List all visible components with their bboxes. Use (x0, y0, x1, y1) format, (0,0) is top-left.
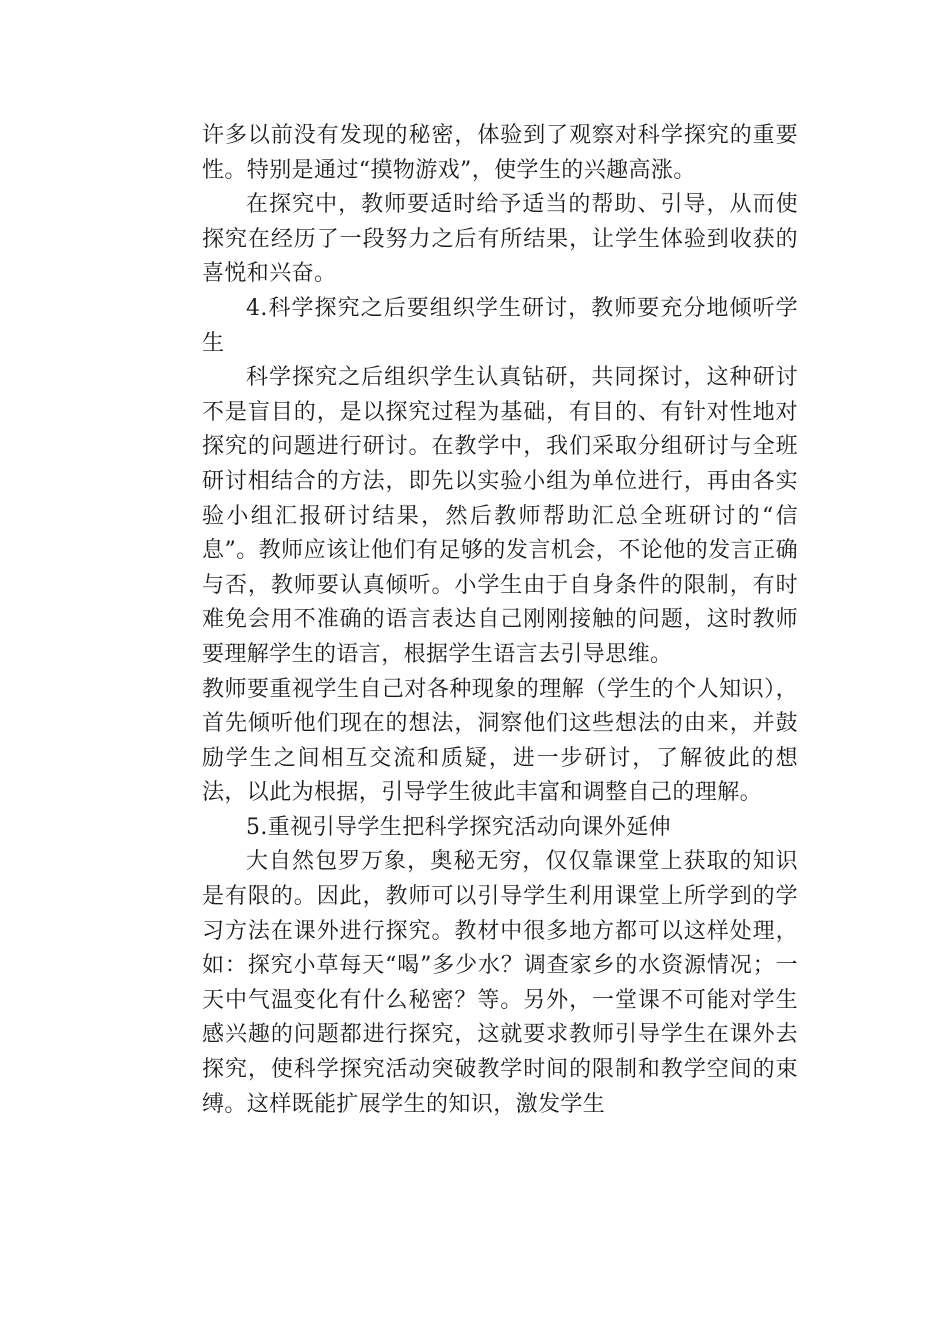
section-heading-4: 4.科学探究之后要组织学生研讨，教师要充分地倾听学生 (202, 295, 798, 356)
paragraph-group-discussion: 科学探究之后组织学生认真钻研，共同探讨，这种研讨不是盲目的，是以探究过程为基础，有目的、有针对性地对探究的问题进行研讨。在教学中，我们采取分组研讨与全班研讨相结合的方法，即先以实验小组为单位进行，再由各实验小组汇报研讨结果，然后教师帮助汇总全班研讨的“信息”。教师应该让他们有足够的发言机会，不论他的发言正确与否，教师要认真倾听。小学生由于自身条件的限制，有时难免会用不准确的语言表达自己刚刚接触的问题，这时教师要理解学生的语言，根据学生语言去引导思维。 (202, 365, 798, 667)
paragraph-teacher-guidance: 在探究中，教师要适时给予适当的帮助、引导，从而使探究在经历了一段努力之后有所结果，让学生体验到收获的喜悦和兴奋。 (202, 192, 798, 287)
paragraph-student-understanding: 教师要重视学生自己对各种现象的理解（学生的个人知识），首先倾听他们现在的想法，洞察他们这些想法的由来，并鼓励学生之间相互交流和质疑，进一步研讨，了解彼此的想法，以此为根据，引导学生彼此丰富和调整自己的理解。 (202, 676, 798, 806)
section-heading-5: 5.重视引导学生把科学探究活动向课外延伸 (246, 814, 671, 840)
paragraph-observation-importance: 许多以前没有发现的秘密，体验到了观察对科学探究的重要性。特别是通过“摸物游戏”，使学生的兴趣高涨。 (202, 123, 798, 183)
paragraph-extracurricular-inquiry: 大自然包罗万象，奥秘无穷，仅仅靠课堂上获取的知识是有限的。因此，教师可以引导学生利用课堂上所学到的学习方法在课外进行探究。教材中很多地方都可以这样处理，如：探究小草每天“喝”多少水？调查家乡的水资源情况；一天中气温变化有什么秘密？等。另外，一堂课不可能对学生感兴趣的问题都进行探究，这就要求教师引导学生在课外去探究，使科学探究活动突破教学时间的限制和教学空间的束缚。这样既能扩展学生的知识，激发学生 (202, 849, 798, 1117)
document-body (202, 119, 798, 1122)
